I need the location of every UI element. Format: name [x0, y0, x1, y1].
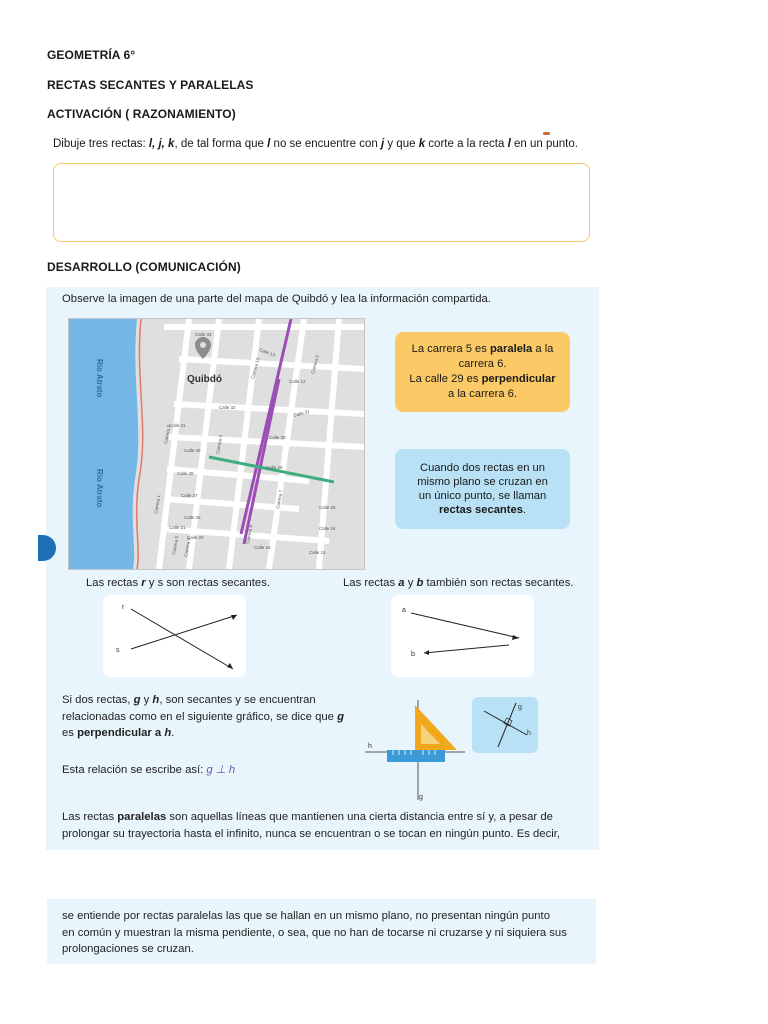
secant-definition-note: Cuando dos rectas en un mismo plano se cruzan en un único punto, se llaman rectas secantes.	[395, 449, 570, 529]
map-intro-text: Observe la imagen de una parte del mapa de Quibdó y lea la información compartida.	[62, 293, 491, 305]
label-b: b	[411, 651, 415, 658]
secant-rs-lines	[103, 595, 246, 677]
street-label: Carrera 6	[245, 524, 254, 545]
ruler-shape	[387, 750, 445, 762]
street-label: Calle 25	[319, 505, 336, 510]
street-label: Calle 27	[181, 493, 198, 498]
street-label: Carrera 4	[215, 434, 224, 455]
activation-heading: ACTIVACIÓN ( RAZONAMIENTO)	[47, 107, 236, 121]
parallel-definition-text: Las rectas paralelas son aquellas líneas que mantienen una cierta distancia entre sí y, a pesar de prolongar su trayectoria hasta el infinito, nunca se encuentran o se tocan en ningún punto. Es decir,	[62, 811, 561, 840]
label-a: a	[402, 607, 406, 614]
development-heading: DESARROLLO (COMUNICACIÓN)	[47, 260, 241, 274]
parallel-perpendicular-note: La carrera 5 es paralela a la carrera 6. La calle 29 es perpendicular a la carrera 6.	[395, 332, 570, 412]
street-label: Calle 31	[169, 423, 186, 428]
street-label: Calle 33	[195, 332, 212, 337]
street-label: Calle 29	[266, 465, 283, 470]
street-label: Calle 26	[184, 515, 201, 520]
secant-ab-lines	[391, 595, 534, 677]
answer-box[interactable]	[53, 163, 590, 242]
topic-heading: RECTAS SECANTES Y PARALELAS	[47, 78, 254, 92]
ink-mark	[543, 132, 550, 135]
river-area	[69, 319, 138, 569]
secant-rs-caption: Las rectas r y s son rectas secantes.	[86, 577, 270, 589]
street-label: Calle 16	[254, 545, 271, 550]
perpendicular-small-figure	[472, 697, 538, 753]
street-label: Carrera 7	[275, 489, 284, 510]
street-label: Carrera 1	[153, 494, 162, 515]
street-label: Calle 12	[289, 379, 306, 384]
street-label: Calle 28	[177, 471, 194, 476]
street-label: Carrera 5	[171, 535, 180, 556]
street-label: Calle 20	[187, 535, 204, 540]
perpendicular-diagram	[365, 700, 465, 805]
river-label-1: Río Atrato	[95, 359, 104, 398]
street-label: Carrera 13	[250, 357, 261, 380]
river-label-2: Río Atrato	[95, 469, 104, 508]
street-label: Calle 13	[258, 347, 276, 358]
map-drawing	[69, 319, 364, 569]
perpendicular-text: Si dos rectas, g y h, son secantes y se encuentran relacionadas como en el siguiente gráfico, se dice que g es perpendicular a h.	[62, 694, 344, 739]
fig-label-h: h	[368, 743, 372, 750]
street-label: Calle 29	[184, 448, 201, 453]
label-r: r	[122, 604, 125, 611]
secant-ab-figure	[391, 595, 534, 677]
set-square-figure	[365, 700, 465, 805]
street-label: Calle 30	[269, 435, 286, 440]
small-label-g: g	[518, 704, 522, 711]
street-label: Calle 31	[292, 408, 311, 418]
notation-line: Esta relación se escribe así: g ⊥ h	[62, 764, 236, 776]
location-pin-icon	[195, 337, 211, 359]
map-city-label: Quibdó	[187, 374, 222, 385]
small-label-h: h	[527, 730, 531, 737]
subject-heading: GEOMETRÍA 6°	[47, 48, 136, 62]
street-label: Calle 24	[319, 526, 336, 531]
activation-prompt: Dibuje tres rectas: l, j, k, de tal forma que l no se encuentre con j y que k corte a la recta l en un punto.	[53, 138, 578, 150]
street-label: Carrera 6	[310, 354, 320, 375]
label-s: s	[116, 647, 120, 654]
secant-ab-caption: Las rectas a y b también son rectas secantes.	[343, 577, 574, 589]
quibdo-map	[68, 318, 365, 570]
street-label: Carrera 4	[183, 537, 192, 558]
street-label: Calle 32	[219, 405, 236, 410]
perpendicular-small-lines	[472, 697, 538, 753]
street-label: Carrera 3	[163, 424, 172, 445]
street-label: Calle 21	[169, 525, 186, 530]
street-label: Calle 15	[309, 550, 326, 555]
parallel-continuation-text: se entiende por rectas paralelas las que se hallan en un mismo plano, no presentan ningún punto en común y muestran la misma pendiente, o sea, que no han de tocarse ni cruzarse y ni siquiera sus prolongaciones se cruzan.	[62, 910, 567, 955]
secant-rs-figure	[103, 595, 246, 677]
fig-label-g: g	[419, 794, 423, 801]
